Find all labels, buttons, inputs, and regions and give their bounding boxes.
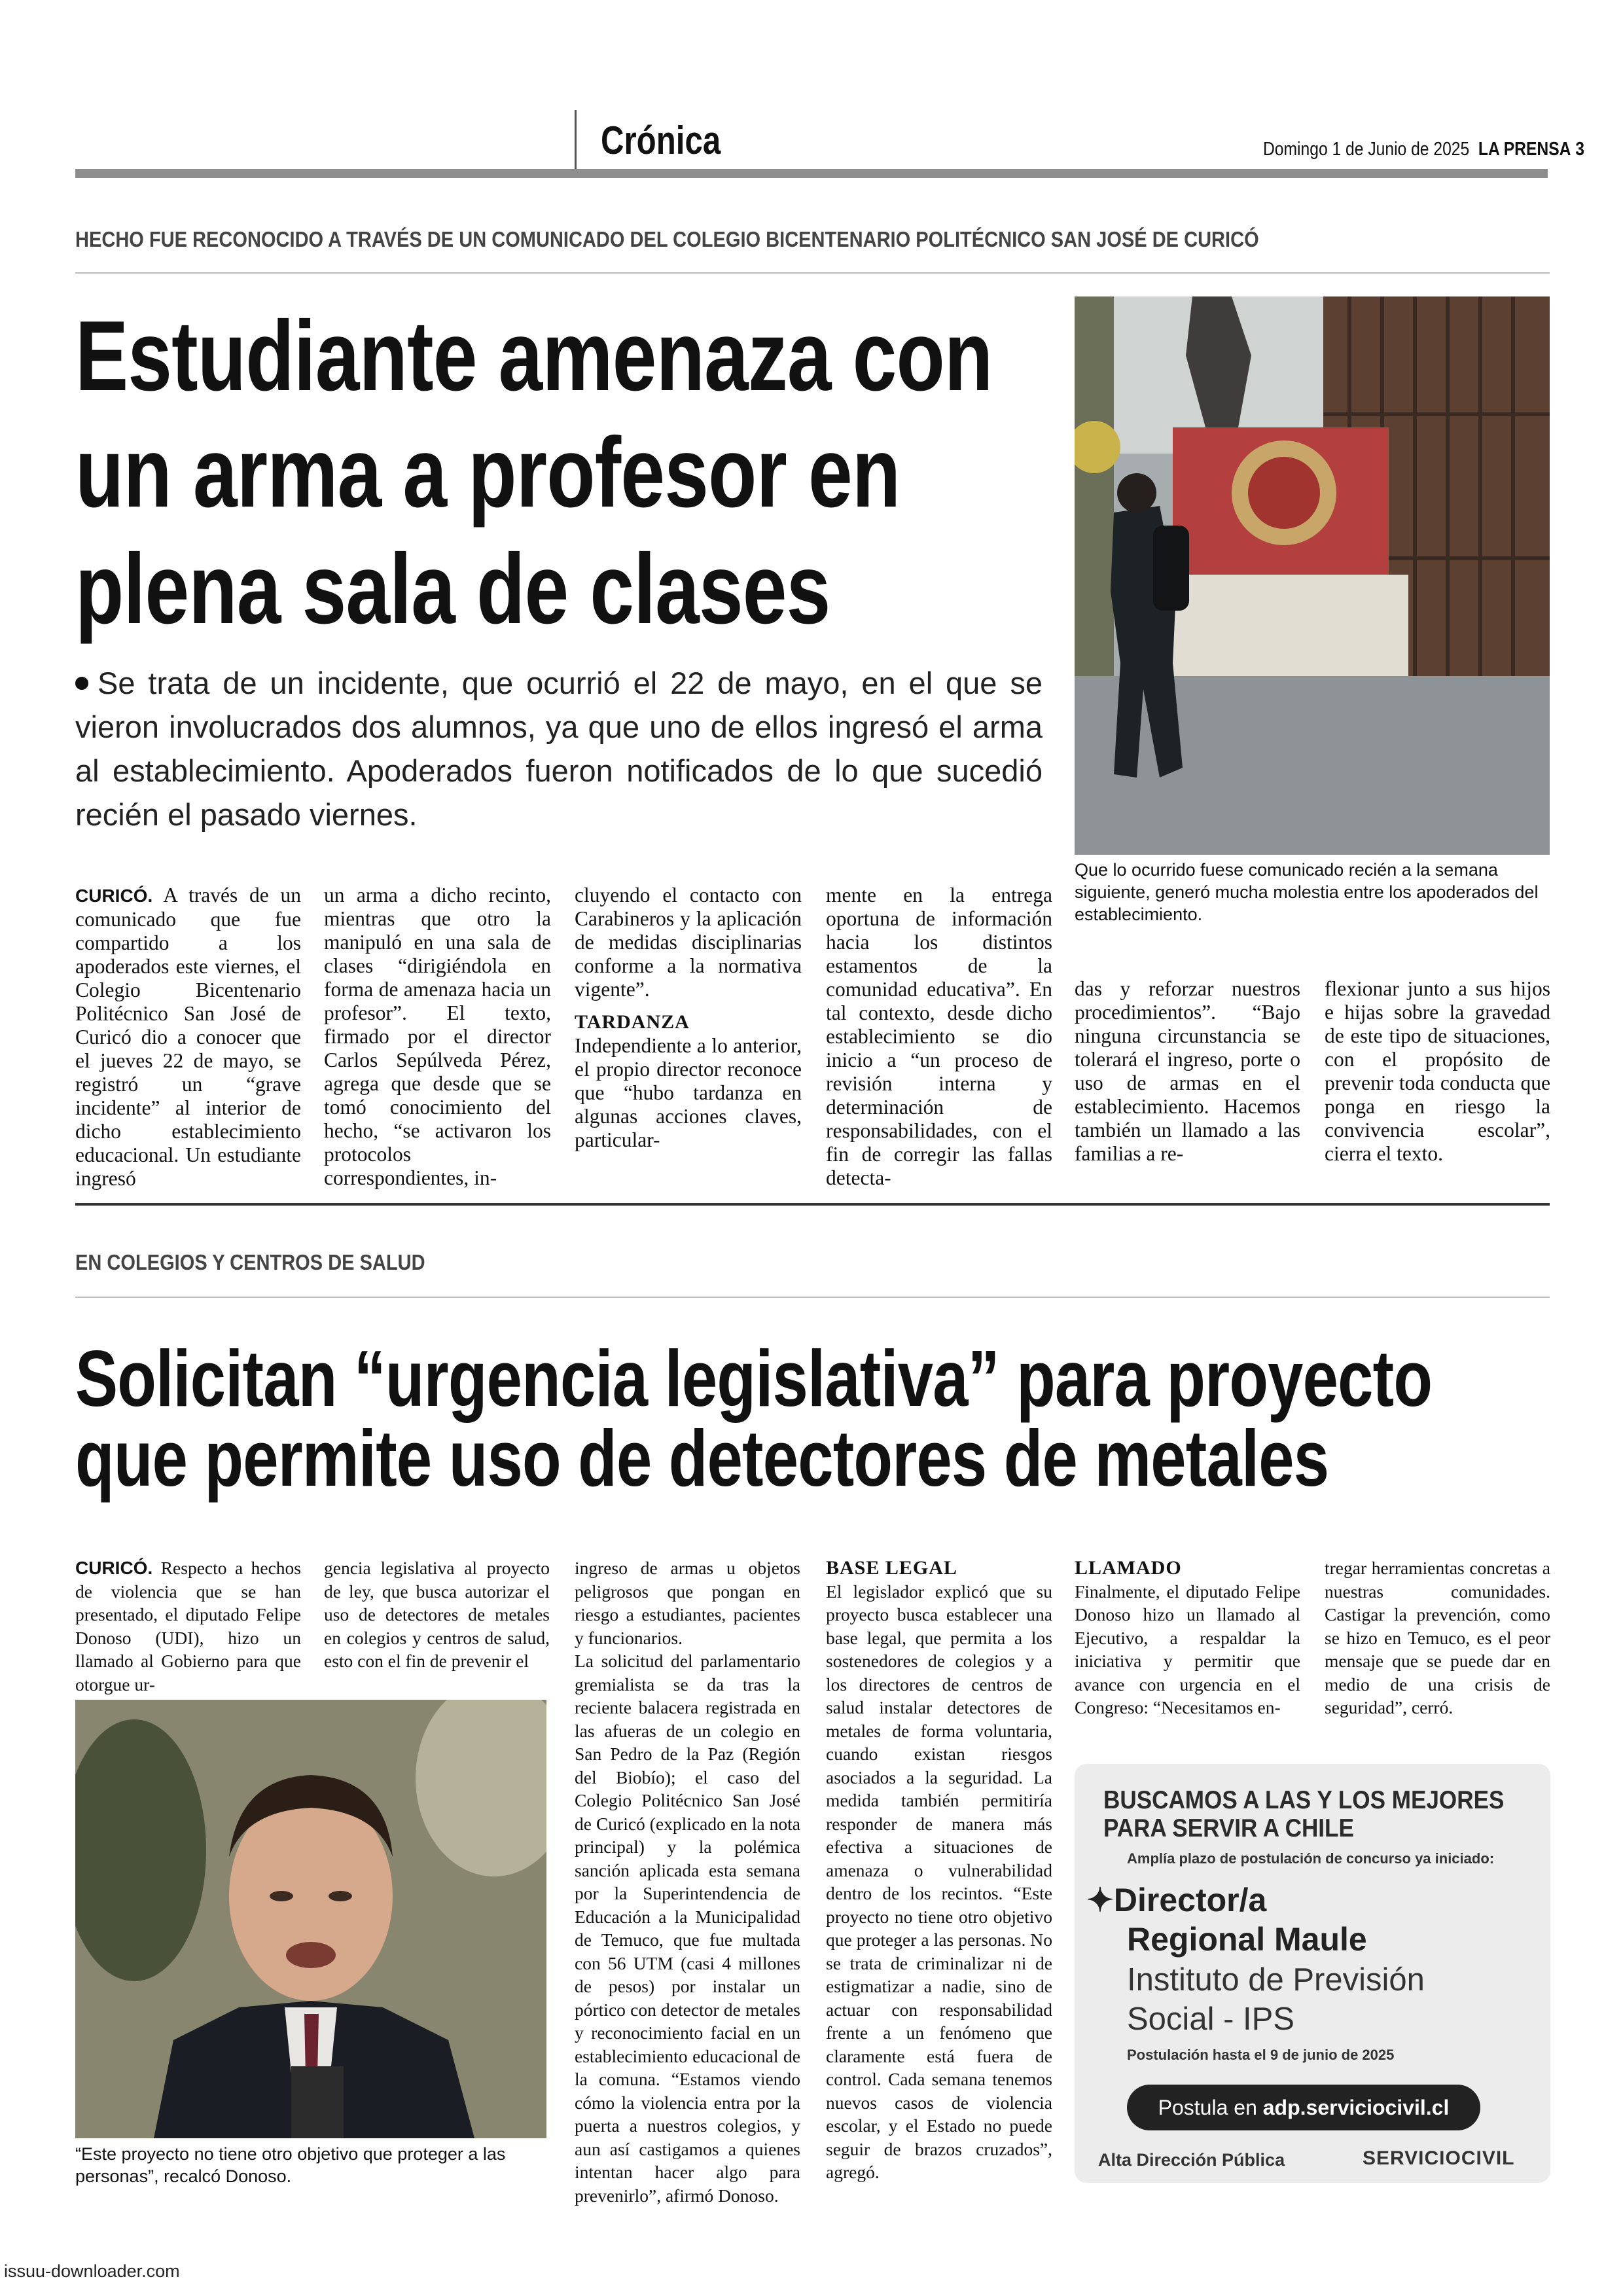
- body-text: Respecto a hechos de violencia que se han presentado, el diputado Felipe Donoso (UDI), hizo un llamado al Gobierno para que otorgue ur-: [75, 1558, 302, 1695]
- ad-title-line: PARA SERVIR A CHILE: [1103, 1814, 1354, 1842]
- body-text: un arma a dicho recinto, mientras que otro la manipuló en una sala de clases “dirigiéndola en forma de amenaza hacia un profesor”. El texto, firmado por el director Carlos Sepúlveda Pérez, agrega que desde que se tomó conocimiento del hecho, “se activaron los protocolos correspondientes, in-: [324, 884, 551, 1189]
- watermark: issuu-downloader.com: [4, 2261, 180, 2281]
- story1-column-2: [324, 884, 551, 1190]
- paper-name: LA PRENSA: [1478, 139, 1571, 160]
- story1-kicker: HECHO FUE RECONOCIDO A TRAVÉS DE UN COMUNICADO DEL COLEGIO BICENTENARIO POLITÉCNICO SAN JOSÉ DE CURICÓ: [75, 227, 1259, 251]
- apply-button-label: Postula en: [1158, 2096, 1263, 2119]
- ad-institution-line: Social - IPS: [1127, 2001, 1294, 2037]
- body-text: El legislador explicó que su proyecto busca establecer una base legal, que permita a los sostenedores de colegios y a los directores de centros de salud instalar detectores de metales de forma voluntaria, cuando existan riesgos asociados a la seguridad. La medida también permitiría responder de manera más efectiva a situaciones de amenaza o vulnerabilidad dentro de los recintos. “Este proyecto no tiene otro objetivo que proteger a las personas. No se trata de criminalizar ni de estigmatizar a nadie, sino de actuar con responsabilidad frente a un fenómeno que claramente está fuera de control. Cada semana tenemos nuevos casos de violencia escolar, y el Estado no puede seguir de brazos cruzados”, agregó.: [826, 1581, 1052, 2182]
- story2-column-4: [826, 1556, 1052, 2184]
- school-entrance-image: [1075, 296, 1550, 855]
- page-date: [1263, 139, 1584, 160]
- lead-text: Se trata de un incidente, que ocurrió el 22 de mayo, en el que se vieron involucrados dos alumnos, ya que uno de ellos ingresó el arma al establecimiento. Apoderados fueron notificados de lo que sucedió recién el pasado viernes.: [75, 666, 1043, 832]
- story2-column-5: [1075, 1556, 1300, 1719]
- ad-position: [1086, 1880, 1367, 1959]
- story1-photo-caption: Que lo ocurrido fuese comunicado recién a la semana siguiente, generó mucha molestia entre los apoderados del establecimiento.: [1075, 860, 1539, 924]
- header-bar: [75, 169, 1548, 178]
- story1-column-5: [1075, 977, 1300, 1166]
- servicio-civil-logo: SERVICIOCIVIL: [1363, 2147, 1515, 2169]
- ad-institution: [1127, 1960, 1425, 2039]
- date-text: Domingo 1 de Junio de 2025: [1263, 139, 1470, 160]
- story2-photo: [75, 1700, 546, 2138]
- body-text: flexionar junto a sus hijos e hijas sobre la gravedad de este tipo de situaciones, con el propósito de prevenir toda conducta que ponga en riesgo la convivencia escolar”, cierra el texto.: [1325, 977, 1550, 1165]
- header-divider: [575, 110, 577, 169]
- body-text: A través de un comunicado que fue compartido a los apoderados este viernes, el Colegio Bicentenario Politécnico San José de Curicó dio a conocer que el jueves 22 de mayo, se registró un “grave incidente” al interior de dicho establecimiento educacional. Un estudiante ingresó: [75, 884, 301, 1190]
- headline-line: Estudiante amenaza con: [75, 300, 993, 412]
- bullet-icon: [75, 677, 88, 690]
- ad-subtitle: Amplía plazo de postulación de concurso ya iniciado:: [1127, 1850, 1495, 1867]
- story1-column-4: [826, 884, 1052, 1190]
- body-text: mente en la entrega oportuna de información hacia los distintos estamentos de la comunidad educativa”. En tal contexto, desde dicho establecimiento se dio inicio a “un proceso de revisión interna y determinación de responsabilidades, con el fin de corregir las fallas detecta-: [826, 884, 1052, 1189]
- story2-column-1: [75, 1556, 301, 1696]
- divider: [75, 272, 1550, 274]
- story2-photo-caption: “Este proyecto no tiene otro objetivo que proteger a las personas”, recalcó Donoso.: [75, 2144, 506, 2186]
- story2-headline: [75, 1334, 1433, 1503]
- story2-column-3: [575, 1556, 800, 2207]
- headline-line: que permite uso de detectores de metales: [75, 1414, 1329, 1503]
- headline-line: Solicitan “urgencia legislativa” para proyecto: [75, 1334, 1433, 1423]
- dateline: CURICÓ.: [75, 1558, 153, 1578]
- ad-title-line: BUSCAMOS A LAS Y LOS MEJORES: [1103, 1786, 1505, 1814]
- story1-column-3: [575, 884, 802, 1152]
- politician-portrait-image: [75, 1700, 546, 2138]
- ad-position-line: Regional Maule: [1127, 1921, 1367, 1958]
- body-text: gencia legislativa al proyecto de ley, que busca autorizar el uso de detectores de metales en colegios y centros de salud, esto con el fin de prevenir el: [324, 1558, 550, 1671]
- body-text: tregar herramientas concretas a nuestras comunidades. Castigar la prevención, como se hizo en Temuco, es el peor mensaje que se puede dar en medio de una crisis de seguridad”, cerró.: [1325, 1558, 1550, 1717]
- story2-kicker: EN COLEGIOS Y CENTROS DE SALUD: [75, 1250, 425, 1274]
- story1-headline: [75, 298, 992, 647]
- story2-column-6: [1325, 1556, 1550, 1719]
- story1-column-6: [1325, 977, 1550, 1166]
- body-text: ingreso de armas u objetos peligrosos que pongan en riesgo a estudiantes, pacientes y funcionarios.: [575, 1558, 800, 1648]
- body-text: das y reforzar nuestros procedimientos”. “Bajo ninguna circunstancia se tolerará el ingreso, porte o uso de armas en el establecimiento. Hacemos también un llamado a las familias a re-: [1075, 977, 1300, 1165]
- page-number: 3: [1575, 139, 1585, 160]
- body-text: Independiente a lo anterior, el propio director reconoce que “hubo tardanza en algunas acciones claves, particular-: [575, 1034, 802, 1151]
- headline-line: plena sala de clases: [75, 533, 830, 645]
- story1-lead: [75, 661, 1043, 836]
- body-text: La solicitud del parlamentario gremialista se da tras la reciente balacera registrada en las afueras de un colegio en San Pedro de la Paz (Región del Biobío); el caso del Colegio Politécnico San José de Curicó (explicado en la nota principal) y la polémica sanción aplicada esta semana por la Superintendencia de Educación a la Municipalidad de Temuco, que fue multada con 56 UTM (casi 4 millones de pesos) por instalar un pórtico con detector de metales y reconocimiento facial en un establecimiento educacional de la comuna. “Estamos viendo cómo la violencia entra por la puerta a nuestros colegios, y aun así castigamos a quienes intentan hacer algo para prevenirlo”, afirmó Donoso.: [575, 1651, 800, 2206]
- story2-column-2: [324, 1556, 550, 1673]
- divider: [75, 1297, 1550, 1298]
- headline-line: un arma a profesor en: [75, 417, 901, 528]
- story1-photo: [1075, 296, 1550, 855]
- section-title: Crónica: [601, 118, 721, 162]
- story1-column-1: [75, 884, 301, 1191]
- ad-position-line: ✦Director/a: [1086, 1882, 1267, 1918]
- subhead: LLAMADO: [1075, 1557, 1182, 1579]
- subhead: BASE LEGAL: [826, 1557, 957, 1579]
- apply-url: adp.serviciocivil.cl: [1262, 2096, 1450, 2119]
- job-advertisement[interactable]: [1075, 1764, 1550, 2183]
- dateline: CURICÓ.: [75, 886, 153, 906]
- subhead: TARDANZA: [575, 1011, 690, 1033]
- ad-footer-left: Alta Dirección Pública: [1098, 2150, 1285, 2170]
- story-divider: [75, 1203, 1550, 1206]
- body-text: cluyendo el contacto con Carabineros y la aplicación de medidas disciplinarias conforme a la normativa vigente”.: [575, 884, 802, 1001]
- apply-button[interactable]: [1127, 2085, 1480, 2130]
- ad-institution-line: Instituto de Previsión: [1127, 1962, 1425, 1998]
- ad-title: [1103, 1786, 1504, 1842]
- ad-deadline: Postulación hasta el 9 de junio de 2025: [1127, 2047, 1395, 2063]
- body-text: Finalmente, el diputado Felipe Donoso hizo un llamado al Ejecutivo, a respaldar la iniciativa y permitir que avance con urgencia en el Congreso: “Necesitamos en-: [1075, 1581, 1300, 1717]
